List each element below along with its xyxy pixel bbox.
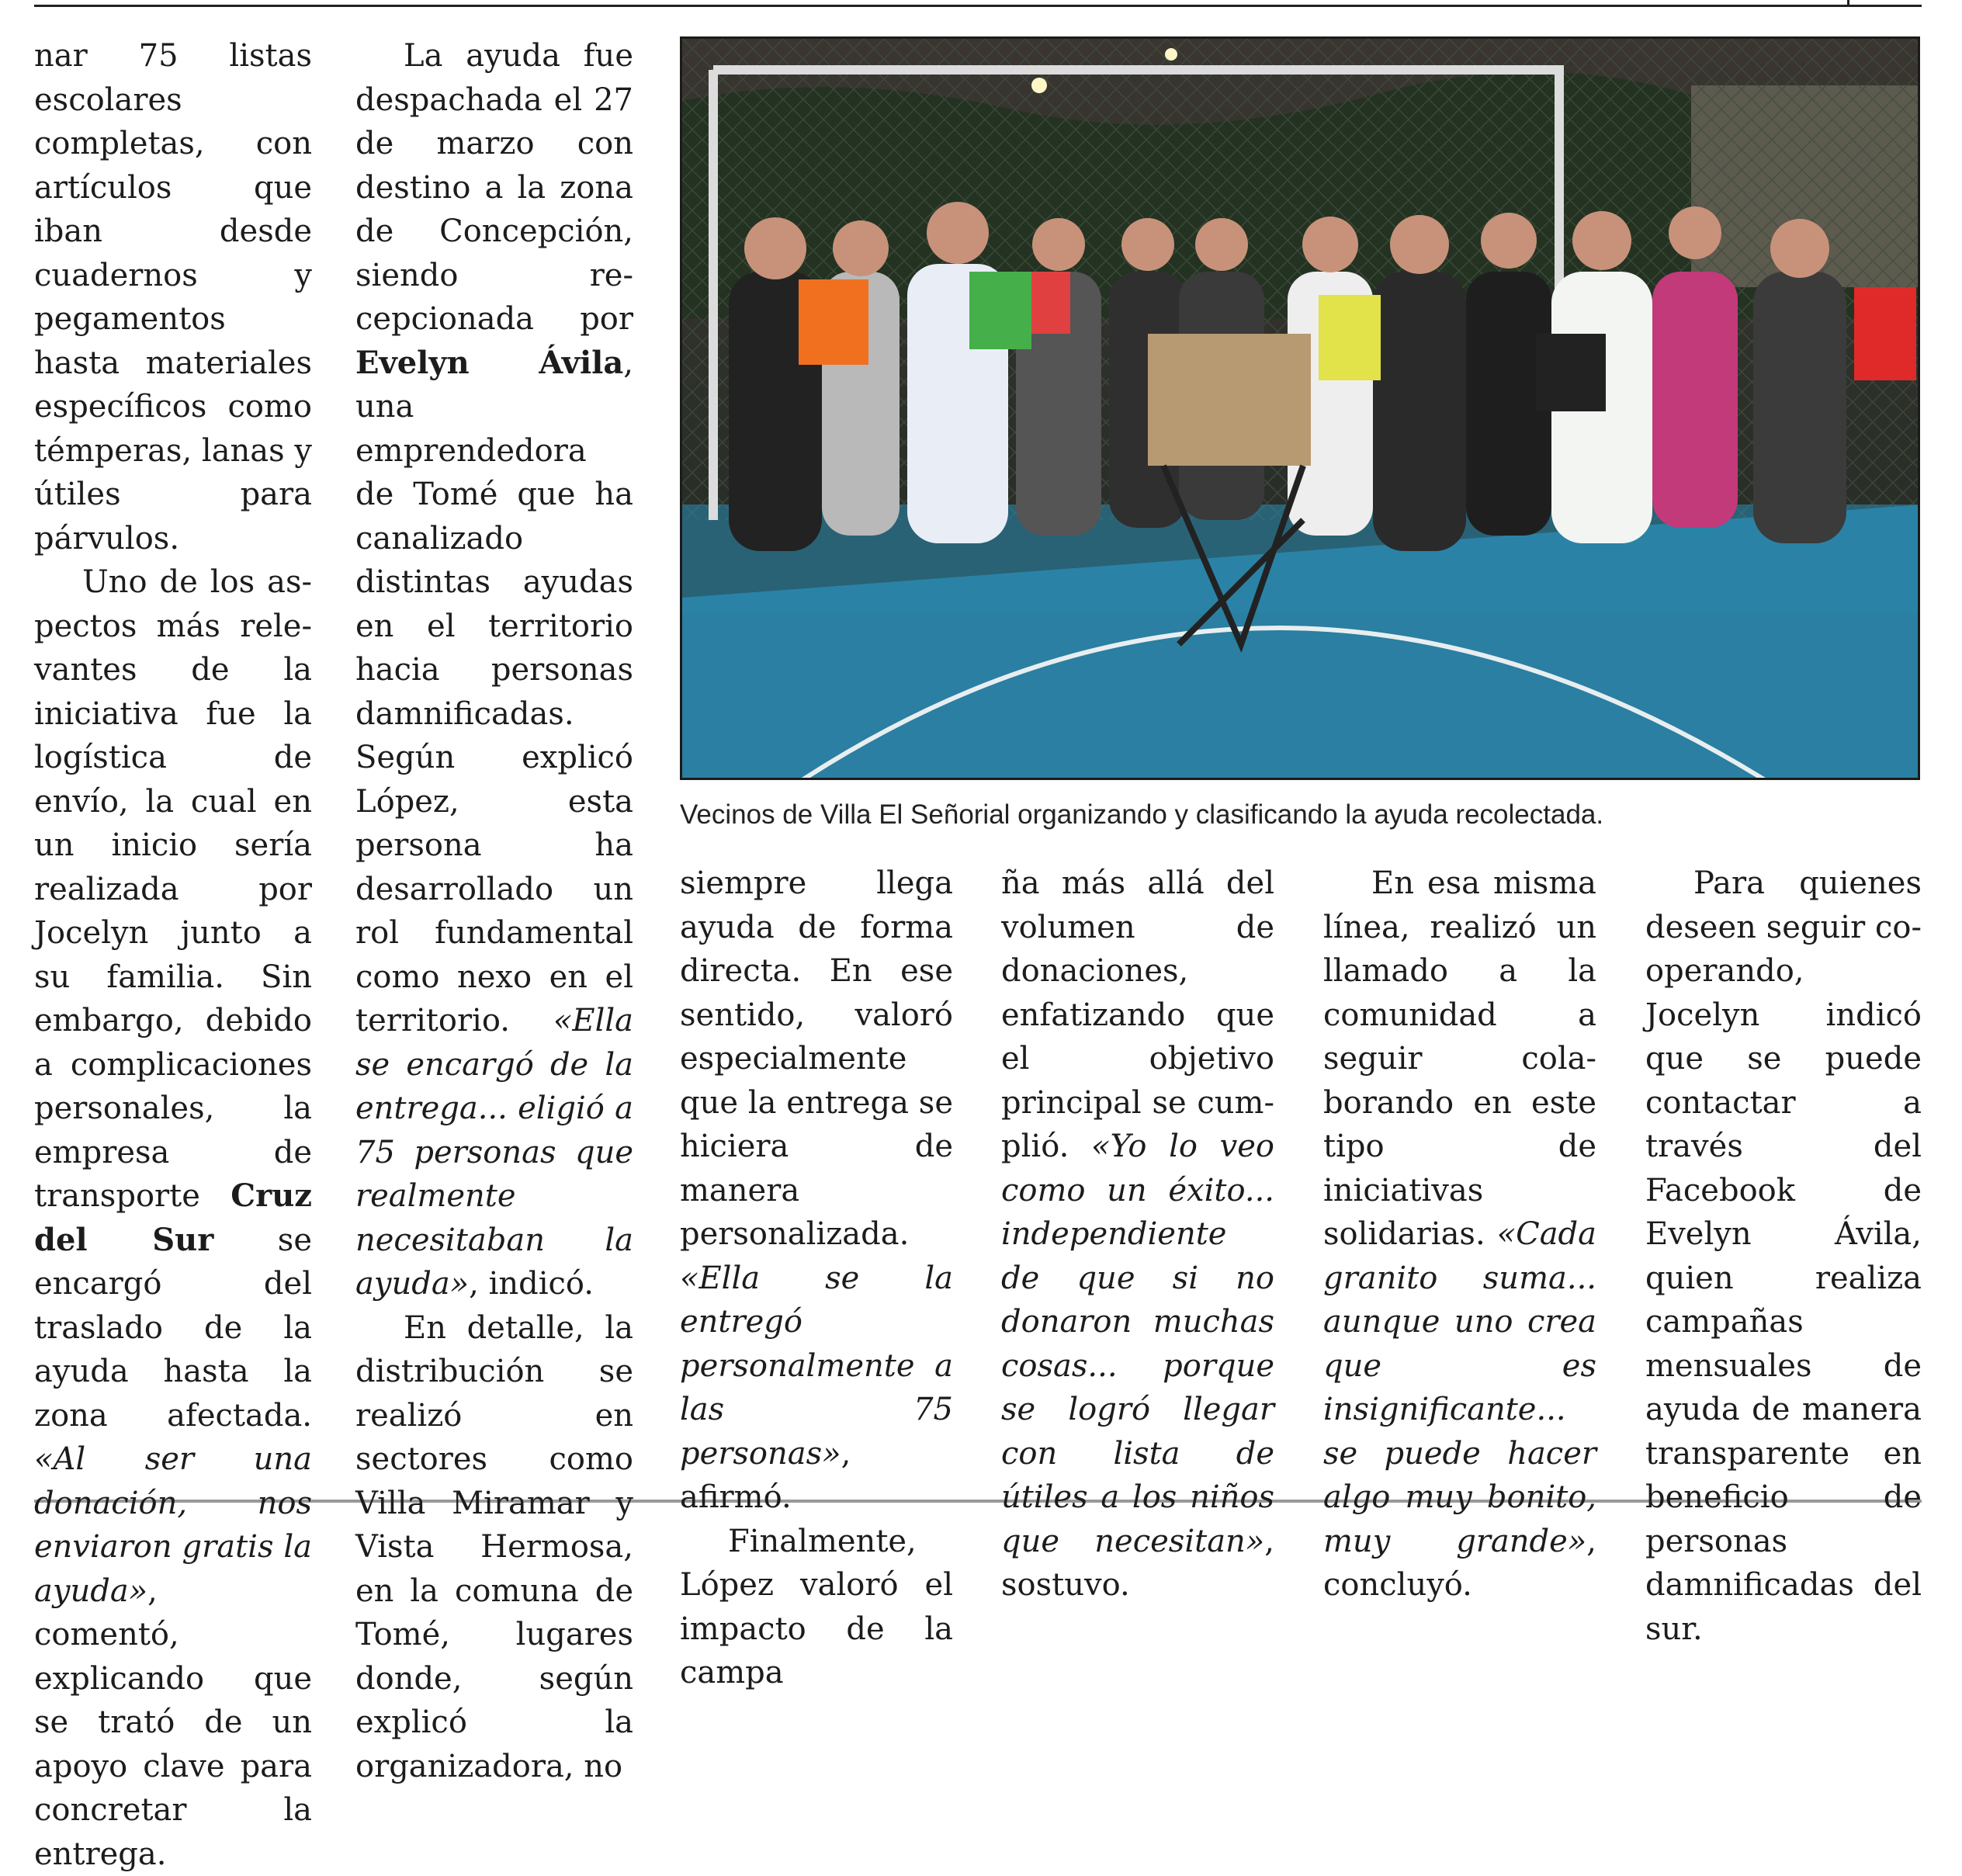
bottom-rule xyxy=(34,1500,1922,1503)
top-rule-tick xyxy=(1847,0,1849,7)
col4-paragraph-1: ña más allá del volumen de donaciones, enfatizando que el objetivo principal se cumplió. «Yo lo veo como un éxito... independiente de que si no donaron muchas cosas... porque se logró llegar con lista de útiles a los niños que necesitan», sostuvo. xyxy=(1001,865,1275,1603)
quote: «Ella se la entregó personalmente a las 75 personas» xyxy=(680,1260,953,1472)
article-column-5 xyxy=(1323,862,1596,1607)
col3-paragraph-1: siempre llega ayuda de forma directa. En ese sentido, valoró especialmente que la entrega se hiciera de manera personalizada. «Ella se la entregó personalmente a las 75 personas», afirmó. xyxy=(680,865,953,1515)
col2-paragraph-2: En detalle, la distribución se realizó en sectores como Villa Miramar y Vista Hermosa, en la comuna de Tomé, lugares donde, según explicó la organizadora, no xyxy=(355,1309,633,1784)
photo-group-volunteers xyxy=(682,39,1920,780)
quote: «Yo lo veo como un éxito... independiente de que si no donaron muchas cosas... porque se logró llegar con lista de útiles a los niños que necesitan» xyxy=(1001,1129,1275,1559)
photo-caption: Vecinos de Villa El Señorial organizando y clasificando la ayuda recolectada. xyxy=(680,799,1604,830)
article-photo xyxy=(680,36,1920,780)
quote: «Cada granito suma... aunque uno crea que es insignificante... se puede hacer algo muy bonito, muy grande» xyxy=(1323,1216,1596,1559)
col3-paragraph-2: Finalmente, López valoró el impacto de la campa xyxy=(680,1523,953,1690)
article-column-6 xyxy=(1645,862,1922,1651)
article-column-1 xyxy=(34,34,312,1876)
col1-paragraph-1: nar 75 listas escolares completas, con artículos que iban desde cuadernos y pegamentos hasta materiales específicos como témperas, lanas y útiles para párvulos. xyxy=(34,38,312,557)
article-column-2 xyxy=(355,34,633,1788)
article-column-4 xyxy=(1001,862,1274,1607)
quote: «Ella se encargó de la entrega... eligió a 75 personas que realmente necesitaban la ayuda» xyxy=(355,1003,633,1302)
top-rule xyxy=(34,5,1922,7)
quote: «Al ser una donación, nos enviaron gratis la ayuda» xyxy=(34,1441,312,1609)
col2-paragraph-1: La ayuda fue despachada el 27 de marzo con destino a la zona de Concepción, siendo recepcionada por Evelyn Ávila, una emprendedora de Tomé que ha canalizado distintas ayudas en el territorio hacia personas damnificadas. Según explicó López, esta persona ha desarrollado un rol fundamental como nexo en el territorio. «Ella se encargó de la entrega... eligió a 75 personas que realmente necesitaban la ayuda», indicó. xyxy=(355,38,633,1302)
col5-paragraph-1: En esa misma línea, realizó un llamado a la comunidad a seguir colaborando en este tipo de iniciativas solidarias. «Cada granito suma... aunque uno crea que es insignificante... se puede hacer algo muy bonito, muy grande», concluyó. xyxy=(1323,865,1596,1603)
col6-paragraph-1: Para quienes deseen seguir cooperando, Jocelyn indicó que se puede contactar a través del Facebook de Evelyn Ávila, quien realiza campañas mensuales de ayuda de manera transparente en beneficio de personas damnificadas del sur. xyxy=(1645,865,1922,1647)
company-name: Cruz del Sur xyxy=(34,1177,312,1258)
col1-paragraph-2: Uno de los aspectos más relevantes de la iniciativa fue la logística de envío, la cual en un inicio sería realizada por Jocelyn junto a su familia. Sin embargo, debido a complicaciones personales, la empresa de transporte Cruz del Sur se encargó del traslado de la ayuda hasta la zona afectada. «Al ser una donación, nos enviaron gratis la ayuda», comentó, explicando que se trató de un apoyo clave para concretar la entrega. xyxy=(34,564,312,1872)
article-column-3 xyxy=(680,862,953,1695)
person-name: Evelyn Ávila xyxy=(355,344,624,381)
